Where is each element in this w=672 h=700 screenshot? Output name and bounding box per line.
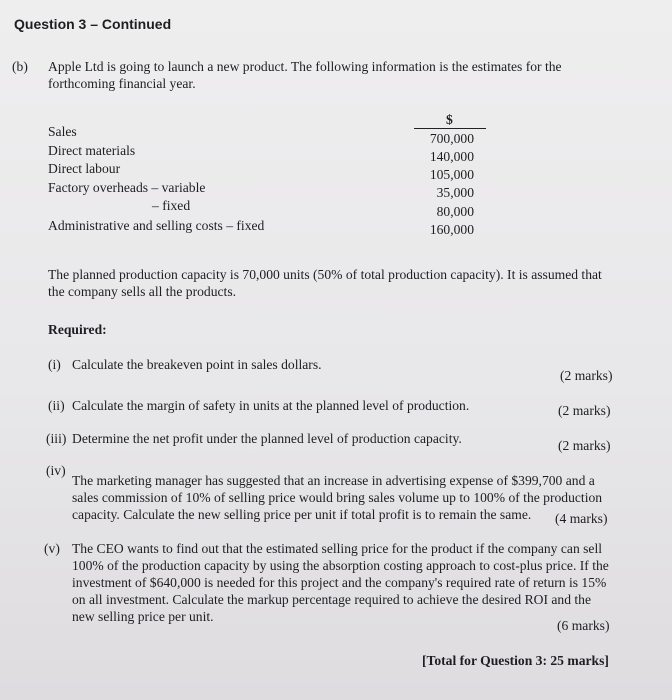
question-text: sales commission of 10% of selling price would bring sales volume up to 100% of the production <box>72 490 603 505</box>
row-label-factory-overheads-fixed: – fixed <box>152 198 191 213</box>
question-number: (ii) <box>48 398 65 413</box>
question-text: on all investment. Calculate the markup percentage required to achieve the desired ROI and the <box>72 592 592 607</box>
question-text: investment of $640,000 is needed for this project and the company's required rate of return is 15% <box>72 575 607 590</box>
question-number: (i) <box>48 357 61 372</box>
row-label-factory-overheads-variable: Factory overheads – variable <box>48 180 206 195</box>
question-text: Determine the net profit under the planned level of production capacity. <box>72 431 462 446</box>
question-marks: (2 marks) <box>558 403 611 418</box>
question-number: (iv) <box>46 463 66 478</box>
currency-header: $ <box>446 112 453 127</box>
question-text: The marketing manager has suggested that an increase in advertising expense of $399,700 and a <box>72 473 595 488</box>
row-label-direct-materials: Direct materials <box>48 143 136 158</box>
question-text: 100% of the production capacity by using the absorption costing approach to cost-plus price. If the <box>72 558 609 573</box>
question-number: (iii) <box>46 431 67 446</box>
question-marks: (4 marks) <box>555 511 608 526</box>
required-heading: Required: <box>48 322 107 337</box>
row-label-direct-labour: Direct labour <box>48 161 121 176</box>
capacity-line-1: The planned production capacity is 70,000 units (50% of total production capacity). It is assumed that <box>48 267 602 282</box>
row-value-factory-fixed: 80,000 <box>436 204 474 219</box>
row-value-direct-materials: 140,000 <box>429 149 474 164</box>
row-value-direct-labour: 105,000 <box>429 167 474 182</box>
capacity-line-2: the company sells all the products. <box>48 284 237 299</box>
question-text: Calculate the margin of safety in units at the planned level of production. <box>72 398 470 413</box>
row-label-sales: Sales <box>48 124 77 139</box>
row-value-factory-variable: 35,000 <box>436 185 474 200</box>
question-marks: (6 marks) <box>557 618 610 633</box>
question-text: new selling price per unit. <box>72 609 214 624</box>
row-value-admin-selling: 160,000 <box>429 222 474 237</box>
intro-line-1: Apple Ltd is going to launch a new product. The following information is the estimates for the <box>48 59 562 74</box>
total-marks: [Total for Question 3: 25 marks] <box>422 653 609 668</box>
intro-line-2: forthcoming financial year. <box>48 76 196 91</box>
question-title: Question 3 – Continued <box>14 16 172 32</box>
question-marks: (2 marks) <box>558 438 611 453</box>
row-value-sales: 700,000 <box>429 131 474 146</box>
part-label: (b) <box>12 59 28 74</box>
header-underline <box>414 128 486 129</box>
question-text: Calculate the breakeven point in sales dollars. <box>72 357 322 372</box>
question-marks: (2 marks) <box>560 368 613 383</box>
row-label-admin-selling: Administrative and selling costs – fixed <box>48 218 265 233</box>
question-text: The CEO wants to find out that the estimated selling price for the product if the company can sell <box>72 541 603 556</box>
question-text: capacity. Calculate the new selling price per unit if total profit is to remain the same. <box>72 507 532 522</box>
question-number: (v) <box>44 541 60 556</box>
